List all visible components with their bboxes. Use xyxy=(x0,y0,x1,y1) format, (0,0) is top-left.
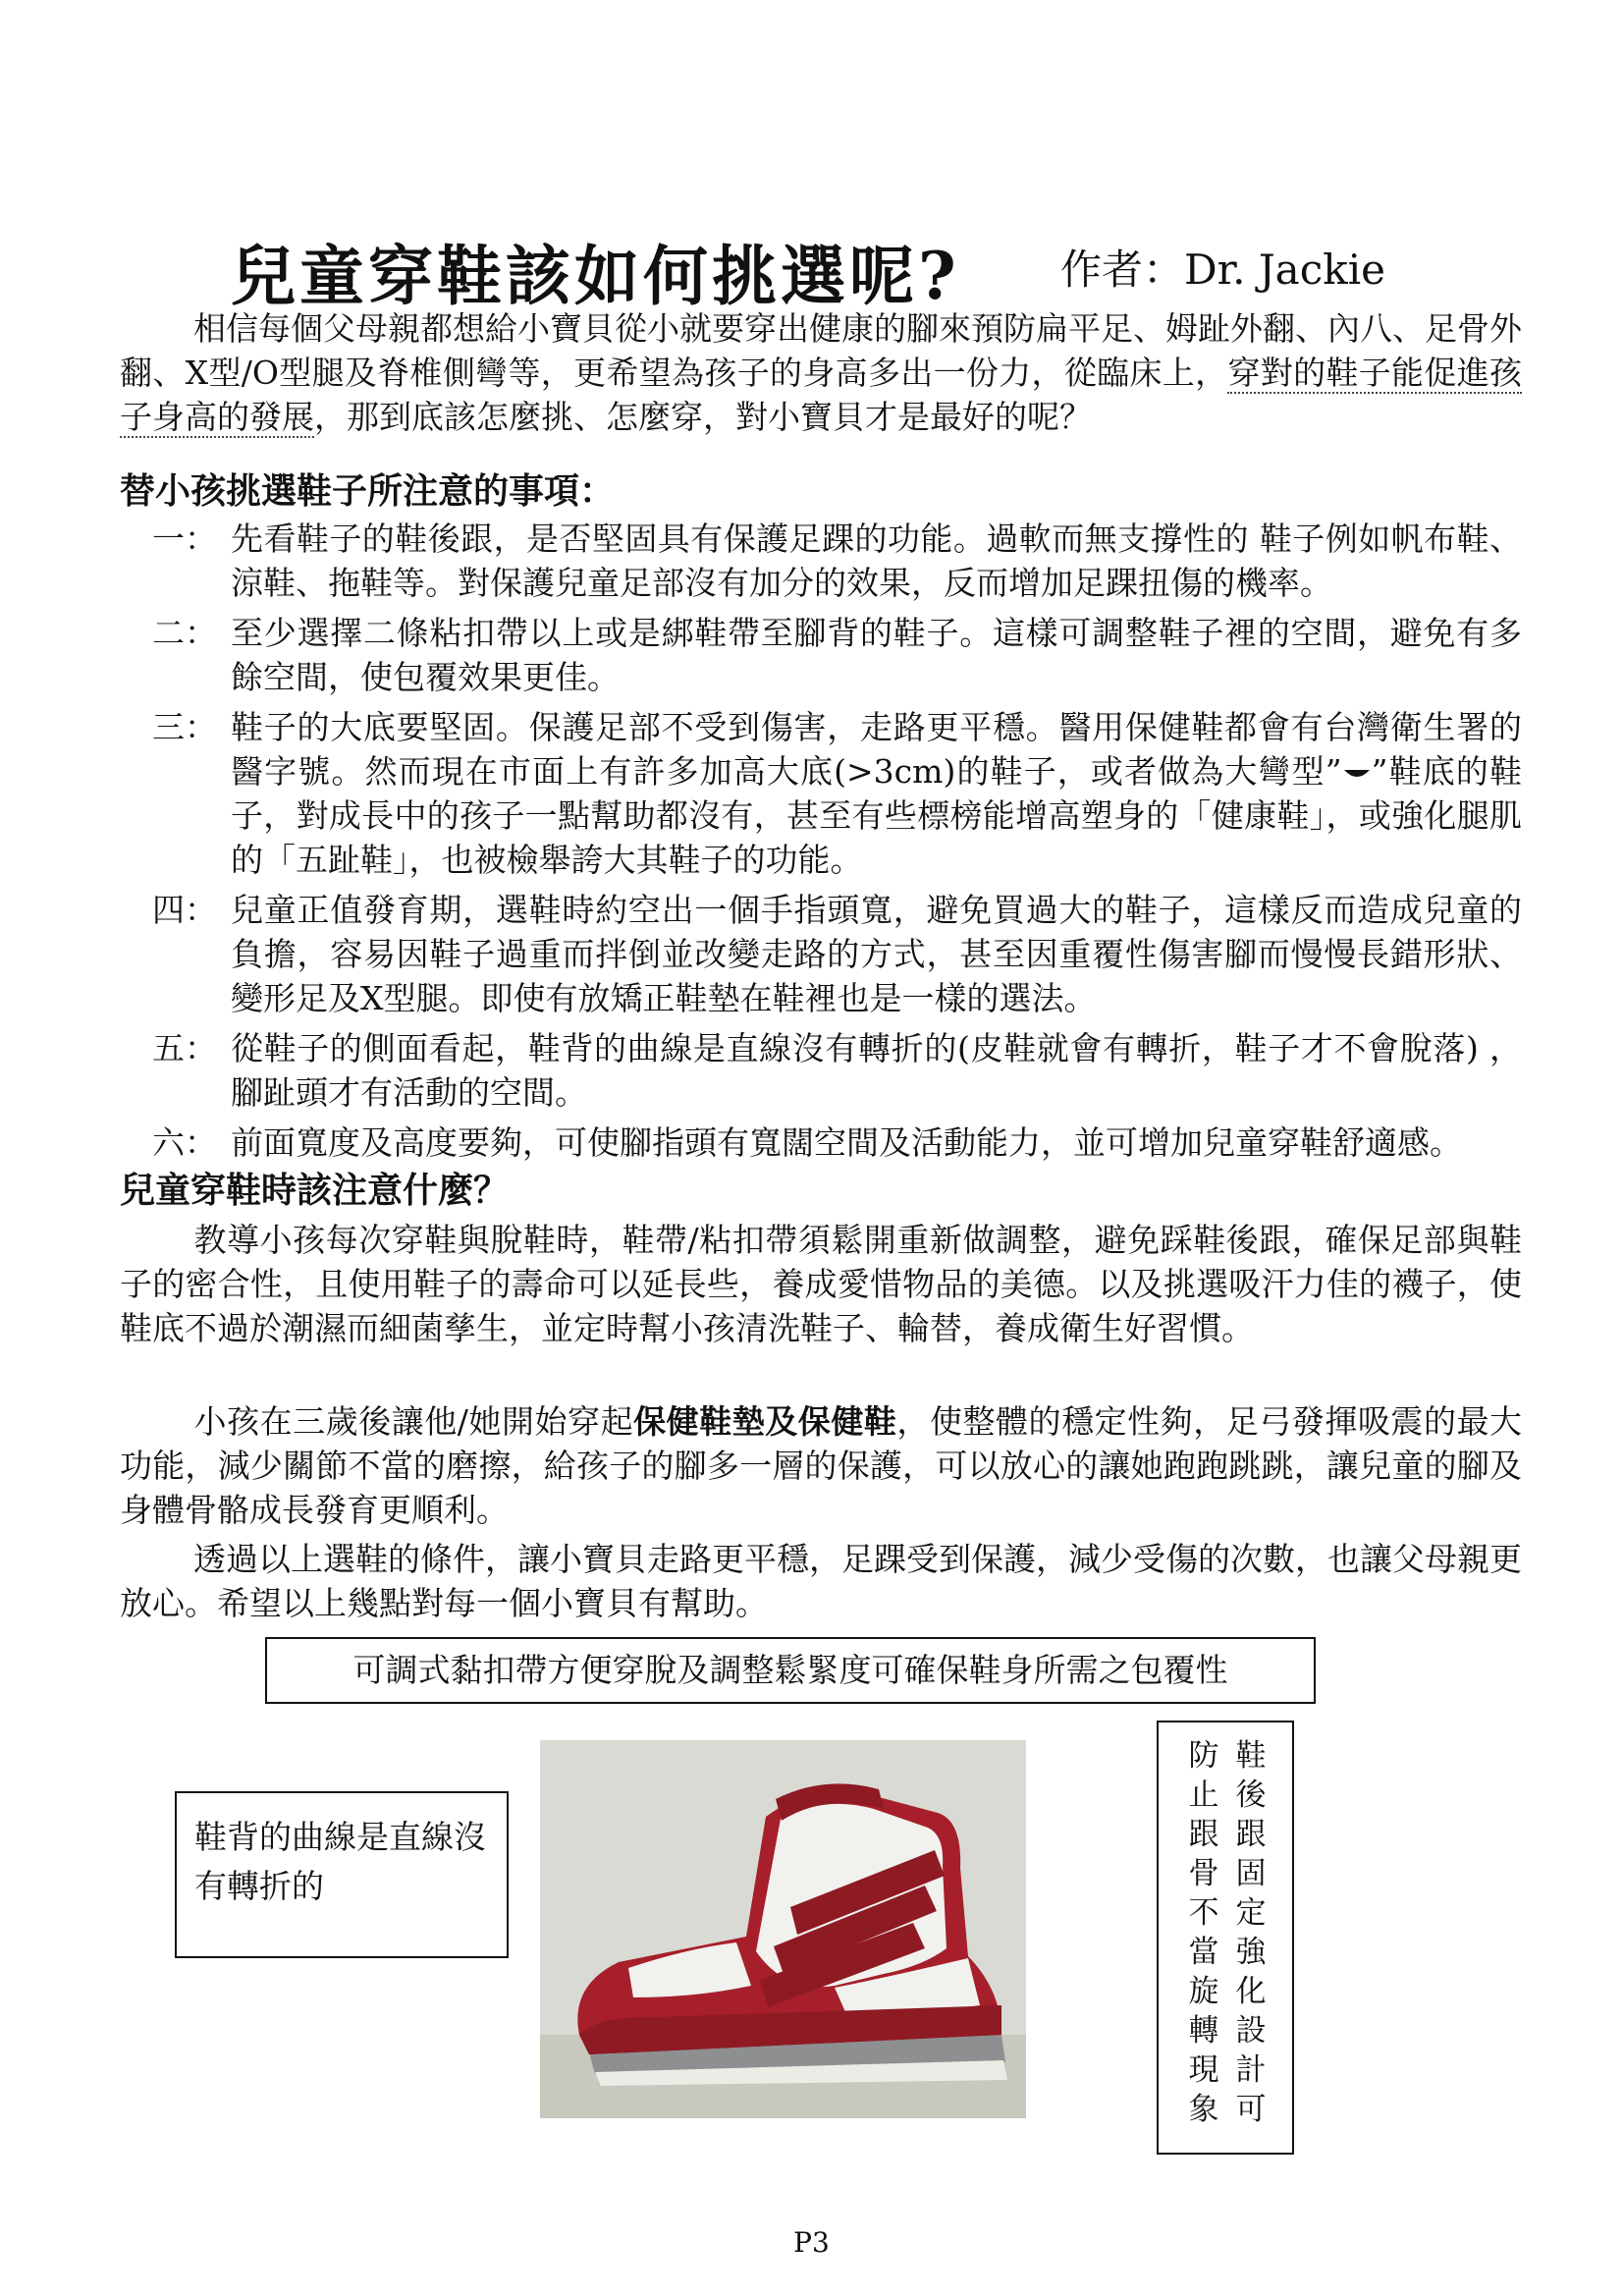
note-char: 跟 xyxy=(1188,1817,1219,1852)
section2-p1-text: 教導小孩每次穿鞋與脫鞋時，鞋帶/粘扣帶須鬆開重新做調整，避免踩鞋後跟，確保足部與鞋子的密合性，且使用鞋子的壽命可以延長些，養成愛惜物品的美德。以及挑選吸汗力佳的襪子，使鞋底不過於潮濕而細菌孳生，並定時幫小孩清洗鞋子、輪替，養成衛生好習慣。 xyxy=(120,1221,1522,1347)
list-item-number: 四： xyxy=(152,891,217,929)
note-char: 現 xyxy=(1188,2052,1219,2088)
intro-text-2: ，那到底該怎麼挑、怎麼穿，對小寶貝才是最好的呢？ xyxy=(314,398,1092,436)
list-item xyxy=(152,705,1522,882)
list-item-number: 二： xyxy=(152,614,217,652)
list-item xyxy=(152,1026,1522,1115)
note-char: 固 xyxy=(1235,1856,1267,1891)
section2-paragraph-1 xyxy=(120,1218,1522,1350)
note-char: 骨 xyxy=(1188,1856,1219,1891)
list-item-text: ”鞋底的鞋子，對成長中的孩子一點幫助都沒有，甚至有些標榜能增高塑身的「健康鞋」，或強化腿肌的「五趾鞋」，也被檢舉誇大其鞋子的功能。 xyxy=(231,752,1522,879)
list-item xyxy=(152,1121,1522,1165)
list-item-number: 三： xyxy=(152,708,217,746)
shoe-curve-note-box: 鞋背的曲線是直線沒有轉折的 xyxy=(175,1791,509,1958)
author-line: 作者：Dr. Jackie xyxy=(1060,246,1385,294)
heel-design-note-box xyxy=(1157,1721,1294,2155)
page-title: 兒童穿鞋該如何挑選呢? xyxy=(231,238,960,314)
list-item-text: 先看鞋子的鞋後跟，是否堅固具有保護足踝的功能。過軟而無支撐性的 鞋子例如帆布鞋、涼鞋、拖鞋等。對保護兒童足部沒有加分的效果，反而增加足踝扭傷的機率。 xyxy=(231,519,1522,602)
note-char: 鞋 xyxy=(1235,1738,1267,1774)
list-item xyxy=(152,888,1522,1020)
title-row xyxy=(231,224,1507,312)
list-item-text: 兒童正值發育期，選鞋時約空出一個手指頭寬，避免買過大的鞋子，這樣反而造成兒童的負擔，容易因鞋子過重而拌倒並改變走路的方式，甚至因重覆性傷害腳而慢慢長錯形狀、變形足及X型腿。即使有放矯正鞋墊在鞋裡也是一樣的選法。 xyxy=(231,891,1522,1017)
note-char: 轉 xyxy=(1188,2013,1219,2049)
heel-note-column-2 xyxy=(1184,1736,1223,2129)
note-char: 跟 xyxy=(1235,1817,1267,1852)
heel-note-column-1 xyxy=(1231,1736,1271,2129)
note-char: 象 xyxy=(1188,2092,1219,2127)
curved-sole-icon xyxy=(1342,765,1372,783)
section1-heading: 替小孩挑選鞋子所注意的事項： xyxy=(120,470,616,512)
list-item xyxy=(152,611,1522,699)
list-item-text: 鞋子的大底要堅固。保護足部不受到傷害，走路更平穩。醫用保健鞋都會有台灣衛生署的醫字號。然而現在市面上有許多加高大底(>3cm)的鞋子，或者做為大彎型” xyxy=(231,708,1522,791)
intro-text-1: 相信每個父母親都想給小寶貝從小就要穿出健康的腳來預防扁平足、姆趾外翻、內八、足骨外翻、X型/O型腿及脊椎側彎等，更希望為孩子的身高多出一份力，從臨床上， xyxy=(120,309,1522,392)
section2-p2-text-b: ，使整體的穩定性夠，足弓發揮吸震的最大功能，減少關節不當的磨擦，給孩子的腳多一層的保護，可以放心的讓她跑跑跳跳，讓兒童的腳及身體骨骼成長發育更順利。 xyxy=(120,1402,1523,1529)
section2-paragraph-3 xyxy=(120,1537,1522,1625)
note-char: 化 xyxy=(1235,1974,1267,2009)
section2-heading: 兒童穿鞋時該注意什麼？ xyxy=(120,1170,510,1211)
list-item-text: 至少選擇二條粘扣帶以上或是綁鞋帶至腳背的鞋子。這樣可調整鞋子裡的空間，避免有多餘空間，使包覆效果更佳。 xyxy=(231,614,1522,696)
note-char: 定 xyxy=(1235,1895,1267,1931)
section2-p2-bold: 保健鞋墊及保健鞋 xyxy=(633,1402,897,1441)
section2-paragraph-2 xyxy=(120,1399,1522,1532)
figure-caption-box: 可調式黏扣帶方便穿脫及調整鬆緊度可確保鞋身所需之包覆性 xyxy=(265,1637,1316,1704)
list-item-text: 從鞋子的側面看起，鞋背的曲線是直線沒有轉折的(皮鞋就會有轉折，鞋子才不會脫落) ，腳趾頭才有活動的空間。 xyxy=(231,1029,1522,1112)
note-char: 不 xyxy=(1188,1895,1219,1931)
note-char: 止 xyxy=(1188,1777,1219,1813)
note-char: 強 xyxy=(1235,1935,1267,1970)
note-char: 計 xyxy=(1235,2052,1267,2088)
shoe-photo xyxy=(540,1740,1026,2118)
intro-paragraph xyxy=(120,306,1522,439)
list-item-number: 五： xyxy=(152,1029,217,1067)
section2-p3-text: 透過以上選鞋的條件，讓小寶貝走路更平穩，足踝受到保護，減少受傷的次數，也讓父母親更放心。希望以上幾點對每一個小寶貝有幫助。 xyxy=(120,1540,1522,1622)
list-item-number: 一： xyxy=(152,519,217,558)
list-item-text: 前面寬度及高度要夠，可使腳指頭有寬闊空間及活動能力，並可增加兒童穿鞋舒適感。 xyxy=(231,1123,1462,1162)
note-char: 設 xyxy=(1235,2013,1267,2049)
note-char: 防 xyxy=(1188,1738,1219,1774)
note-char: 後 xyxy=(1235,1777,1267,1813)
note-char: 可 xyxy=(1235,2092,1267,2127)
intro-dotted-text: 穿對的鞋子能促進孩子身高的發展 xyxy=(120,354,1523,436)
list-item-number: 六： xyxy=(152,1123,217,1162)
page-number: P3 xyxy=(793,2226,830,2259)
selection-tips-list xyxy=(152,517,1522,1171)
note-char: 當 xyxy=(1188,1935,1219,1970)
section2-p2-text-a: 小孩在三歲後讓他/她開始穿起 xyxy=(193,1402,634,1441)
note-char: 旋 xyxy=(1188,1974,1219,2009)
list-item xyxy=(152,517,1522,605)
